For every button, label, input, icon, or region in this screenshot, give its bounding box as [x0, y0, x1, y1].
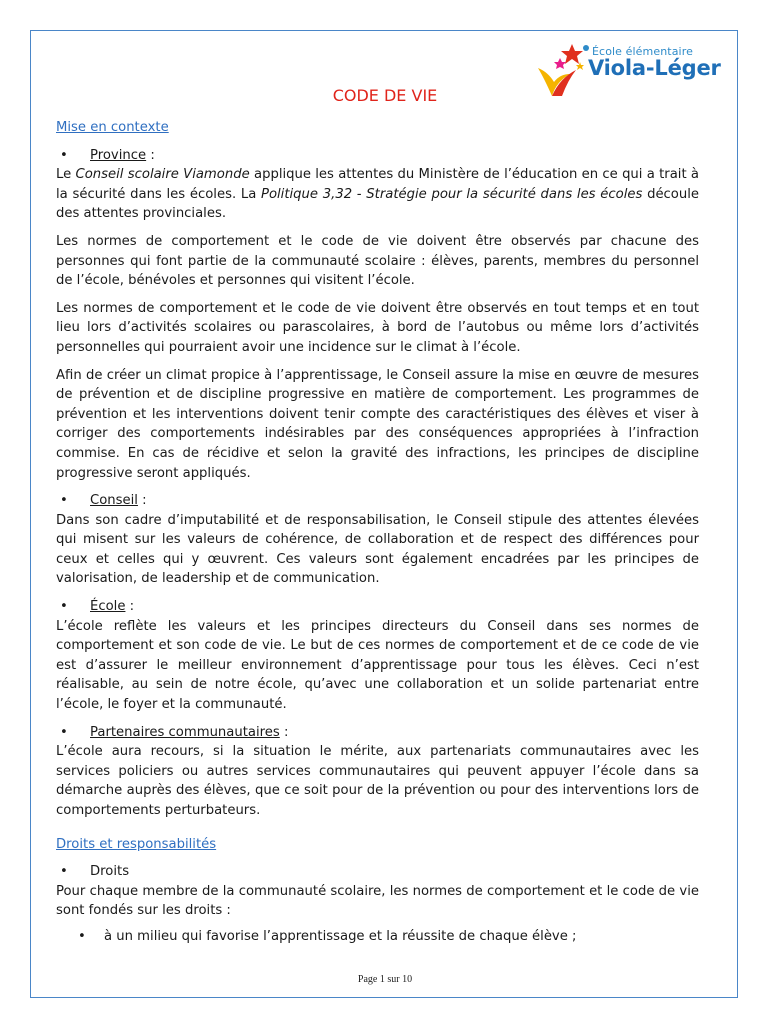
paragraph-province-2: Les normes de comportement et le code de vie doivent être observés par chacune des personnes qui font partie de la communauté scolaire : élèves, parents, membres du personnel de l’école, bénévoles et personnes qui visitent l’école. — [56, 233, 699, 289]
text-run: applique les attentes du Ministère de l’éducation en ce qui a trait à la sécurité dans les écoles. La — [56, 167, 699, 202]
bullet-province — [56, 146, 699, 166]
policy-name: Politique 3,32 - Stratégie pour la sécurité dans les écoles — [261, 186, 643, 202]
bullet-droits — [56, 862, 699, 882]
paragraph-ecole: L’école reflète les valeurs et les principes directeurs du Conseil dans ses normes de comportement et son code de vie. Le but de ces normes de comportement et de ce code de vie est d’assurer le meilleur environnement d’apprentissage pour tous les élèves. Ceci n’est réalisable, au sein de notre école, qu’avec une collaboration et un solide partenariat entre l’école, le foyer et la communauté. — [56, 618, 699, 713]
logo-subtitle: École élémentaire — [592, 45, 693, 58]
bullet-colon: : — [125, 599, 135, 615]
bullet-icon: • — [78, 928, 86, 944]
bullet-icon: • — [60, 864, 68, 880]
section-heading-rights: Droits et responsabilités — [56, 836, 217, 852]
page-title: CODE DE VIE — [332, 86, 438, 105]
bullet-icon: • — [60, 599, 68, 615]
paragraph-droits: Pour chaque membre de la communauté scolaire, les normes de comportement et le code de vie sont fondés sur les droits : — [56, 883, 699, 919]
list-item — [56, 927, 699, 947]
text-run: Le — [56, 167, 76, 183]
bullet-label-partenaires: Partenaires communautaires — [90, 724, 280, 740]
paragraph-conseil: Dans son cadre d’imputabilité et de responsabilisation, le Conseil stipule des attentes élevées qui misent sur les valeurs de cohérence, de collaboration et de respect des différences pour ceux et celles qui y œuvrent. Ces valeurs sont également encadrées par les principes de valorisation, de leadership et de communication. — [56, 512, 699, 587]
paragraph-province-3: Les normes de comportement et le code de vie doivent être observés en tout temps et en tout lieu lors d’activités scolaires ou parascolaires, à bord de l’autobus ou même lors d’activités personnelles qui pourraient avoir une incidence sur le climat à l’école. — [56, 300, 699, 355]
section-heading-context: Mise en contexte — [56, 120, 169, 135]
bullet-icon: • — [60, 493, 68, 509]
text-run: découle des attentes provinciales. — [56, 186, 700, 222]
bullet-conseil — [56, 491, 699, 511]
bullet-partenaires — [56, 723, 699, 743]
bullet-colon: : — [146, 147, 155, 163]
bullet-label-conseil: Conseil — [90, 493, 138, 509]
conseil-name: Conseil scolaire Viamonde — [75, 167, 250, 183]
document-body — [56, 118, 699, 947]
bullet-label-droits: Droits — [90, 864, 130, 880]
paragraph-province-4: Afin de créer un climat propice à l’apprentissage, le Conseil assure la mise en œuvre de mesures de prévention et de discipline progressive en matière de comportement. Les programmes de prévention et les interventions doivent tenir compte des caractéristiques des élèves et viser à corriger des comportements indésirables par des conséquences appropriées à l’infraction commise. En cas de récidive et selon la gravité des infractions, les principes de discipline progressive seront appliqués. — [56, 367, 699, 481]
paragraph-partenaires: L’école aura recours, si la situation le mérite, aux partenariats communautaires avec les services policiers ou autres services communautaires qui peuvent appuyer l’école dans sa démarche auprès des élèves, que ce soit pour de la prévention ou pour des interventions lors de comportements perturbateurs. — [56, 744, 699, 818]
list-item-text: à un milieu qui favorise l’apprentissage et la réussite de chaque élève ; — [104, 928, 577, 944]
bullet-colon: : — [279, 724, 289, 740]
bullet-ecole — [56, 597, 699, 617]
bullet-label-province: Province — [90, 147, 147, 163]
logo-school-name: Viola-Léger — [588, 56, 721, 80]
page-number: Page 1 sur 10 — [357, 974, 413, 985]
bullet-icon: • — [60, 724, 68, 740]
bullet-colon: : — [137, 493, 147, 509]
paragraph-province-1 — [56, 165, 699, 224]
bullet-icon: • — [60, 147, 68, 163]
bullet-label-ecole: École — [90, 599, 126, 615]
